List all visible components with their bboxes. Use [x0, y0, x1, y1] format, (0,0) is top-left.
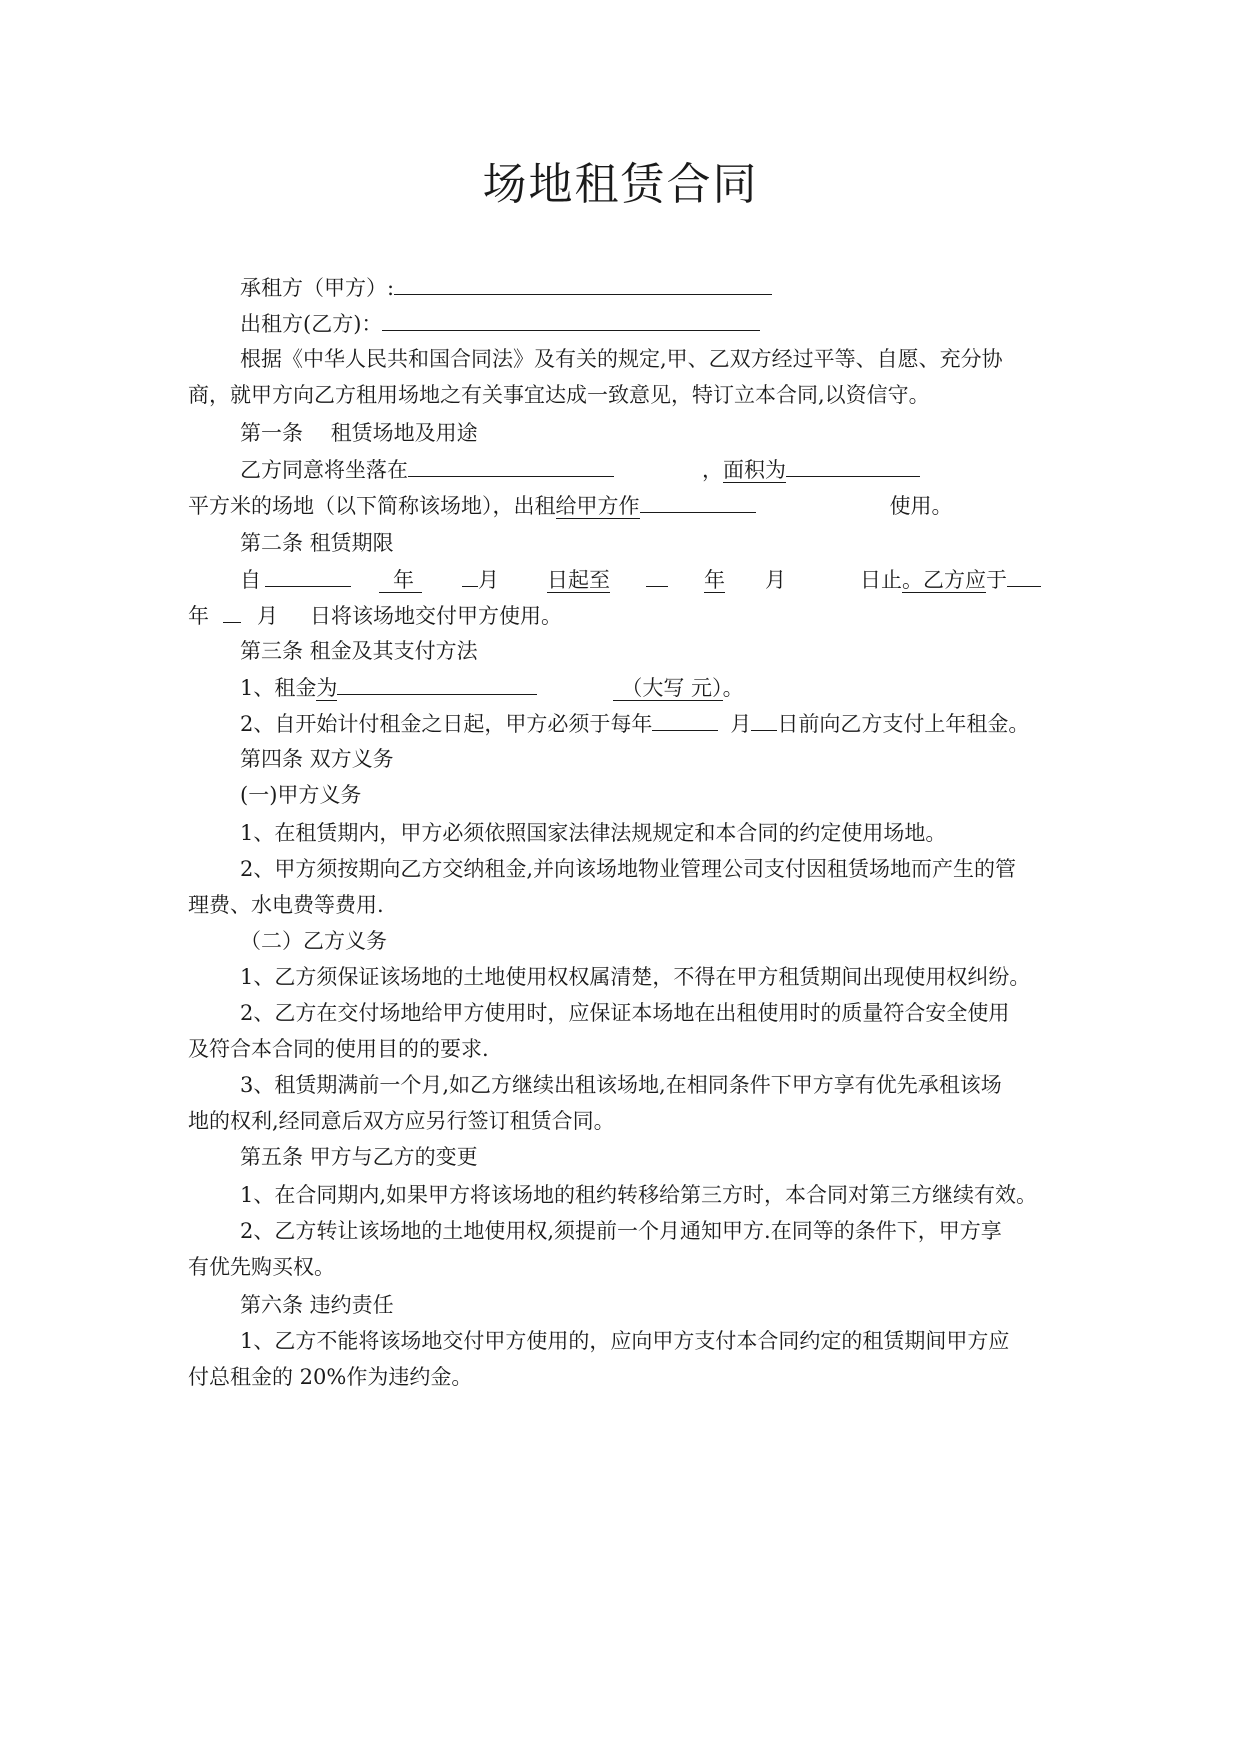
article-3-heading: 第三条 租金及其支付方法 [240, 639, 478, 663]
use-line-underlined: 给甲方作 [555, 494, 640, 518]
delivery-year-label: 年 [188, 604, 209, 628]
location-blank[interactable] [408, 454, 614, 477]
area-label: 面积为 [723, 458, 786, 482]
delivery-month-label: 月 [257, 604, 278, 628]
party-a-item-1: 1、在租赁期内，甲方必须依照国家法律法规规定和本合同的约定使用场地。 [240, 821, 947, 845]
document-title: 场地租赁合同 [482, 159, 759, 210]
end-year-label: 年 [704, 568, 725, 592]
use-blank[interactable] [640, 490, 756, 513]
article-1-location-line [240, 454, 920, 485]
party-b-item-3-line-1: 3、租赁期满前一个月,如乙方继续出租该场地,在相同条件下甲方享有优先承租该场 [240, 1073, 1002, 1097]
article-6-heading: 第六条 违约责任 [240, 1293, 394, 1317]
payment-month-blank[interactable] [652, 708, 718, 731]
payment-day-blank[interactable] [751, 708, 777, 731]
party-a-item-2-line-2: 理费、水电费等费用. [188, 893, 384, 917]
party-b-item-2-line-2: 及符合本合同的使用目的的要求. [188, 1037, 489, 1061]
lessor-label: 出租方(乙方)： [240, 312, 383, 336]
end-year-blank[interactable] [646, 564, 668, 587]
rent-prefix: 1、租金 [240, 676, 317, 700]
payment-month-label: 月 [730, 712, 752, 736]
lessee-label: 承租方（甲方）: [240, 276, 395, 300]
liability-item-1-line-2: 付总租金的 20%作为违约金。 [188, 1365, 473, 1389]
deliver-tail: 于 [986, 568, 1007, 592]
use-suffix: 使用。 [889, 494, 953, 518]
change-item-2-line-2: 有优先购买权。 [188, 1255, 335, 1279]
area-blank[interactable] [786, 454, 920, 477]
intro-line-2: 商，就甲方向乙方租用场地之有关事宜达成一致意见，特订立本合同,以资信守。 [188, 383, 930, 407]
delivery-tail: 日将该场地交付甲方使用。 [310, 604, 562, 628]
rent-underlined: 为 [316, 676, 338, 700]
start-month-blank[interactable] [462, 564, 478, 587]
location-prefix: 乙方同意将坐落在 [240, 458, 408, 482]
article-2-heading: 第二条 租赁期限 [240, 531, 394, 555]
deliver-underlined: 。乙方应 [902, 568, 986, 592]
delivery-date-line [188, 600, 562, 631]
party-b-item-3-line-2: 地的权利,经同意后双方应另行签订租赁合同。 [188, 1109, 615, 1133]
start-month-label: 月 [478, 568, 499, 592]
change-item-2-line-1: 2、乙方转让该场地的土地使用权,须提前一个月通知甲方.在同等的条件下，甲方享 [240, 1219, 1002, 1243]
lessee-line [240, 272, 772, 303]
liability-item-1-line-1: 1、乙方不能将该场地交付甲方使用的，应向甲方支付本合同约定的租赁期间甲方应 [240, 1329, 1010, 1353]
area-comma: ， [702, 458, 723, 482]
end-month-label: 月 [765, 568, 786, 592]
payment-prefix: 2、自开始计付租金之日起，甲方必须于每年 [240, 712, 653, 736]
from-label: 自 [240, 568, 261, 592]
lessor-line [240, 308, 760, 339]
party-b-item-1: 1、乙方须保证该场地的土地使用权权属清楚，不得在甲方租赁期间出现使用权纠纷。 [240, 965, 1031, 989]
start-day-label: 日起至 [547, 568, 610, 592]
article-5-heading: 第五条 甲方与乙方的变更 [240, 1145, 478, 1169]
start-year-label: 年 [379, 568, 422, 593]
payment-tail: 日前向乙方支付上年租金。 [777, 712, 1030, 736]
article-1-use-line [188, 490, 953, 521]
rent-end: 。 [722, 676, 744, 700]
start-year-blank[interactable] [265, 564, 351, 587]
party-b-item-2-line-1: 2、乙方在交付场地给甲方使用时，应保证本场地在出租使用时的质量符合安全使用 [240, 1001, 1010, 1025]
lease-term-line [240, 564, 1041, 595]
delivery-month-blank[interactable] [223, 600, 241, 623]
article-4-heading: 第四条 双方义务 [240, 747, 394, 771]
lessor-blank[interactable] [382, 308, 760, 331]
party-a-item-2-line-1: 2、甲方须按期向乙方交纳租金,并向该场地物业管理公司支付因租赁场地而产生的管 [240, 857, 1017, 881]
party-b-obligations-heading: （二）乙方义务 [240, 929, 387, 953]
change-item-1: 1、在合同期内,如果甲方将该场地的租约转移给第三方时，本合同对第三方继续有效。 [240, 1183, 1038, 1207]
rent-amount-line [240, 672, 744, 703]
party-a-obligations-heading: (一)甲方义务 [240, 783, 362, 807]
intro-line-1: 根据《中华人民共和国合同法》及有关的规定,甲、乙双方经过平等、自愿、充分协 [240, 347, 1003, 371]
article-1-heading: 第一条 租赁场地及用途 [240, 421, 478, 445]
rent-amount-blank[interactable] [337, 672, 537, 695]
lessee-blank[interactable] [394, 272, 772, 295]
rent-capital: （大写 元） [613, 676, 722, 701]
deliver-year-blank[interactable] [1007, 564, 1041, 587]
rent-payment-line [240, 708, 1029, 739]
use-line-prefix: 平方米的场地（以下简称该场地），出租 [188, 494, 556, 518]
end-day-label: 日止 [860, 568, 902, 592]
